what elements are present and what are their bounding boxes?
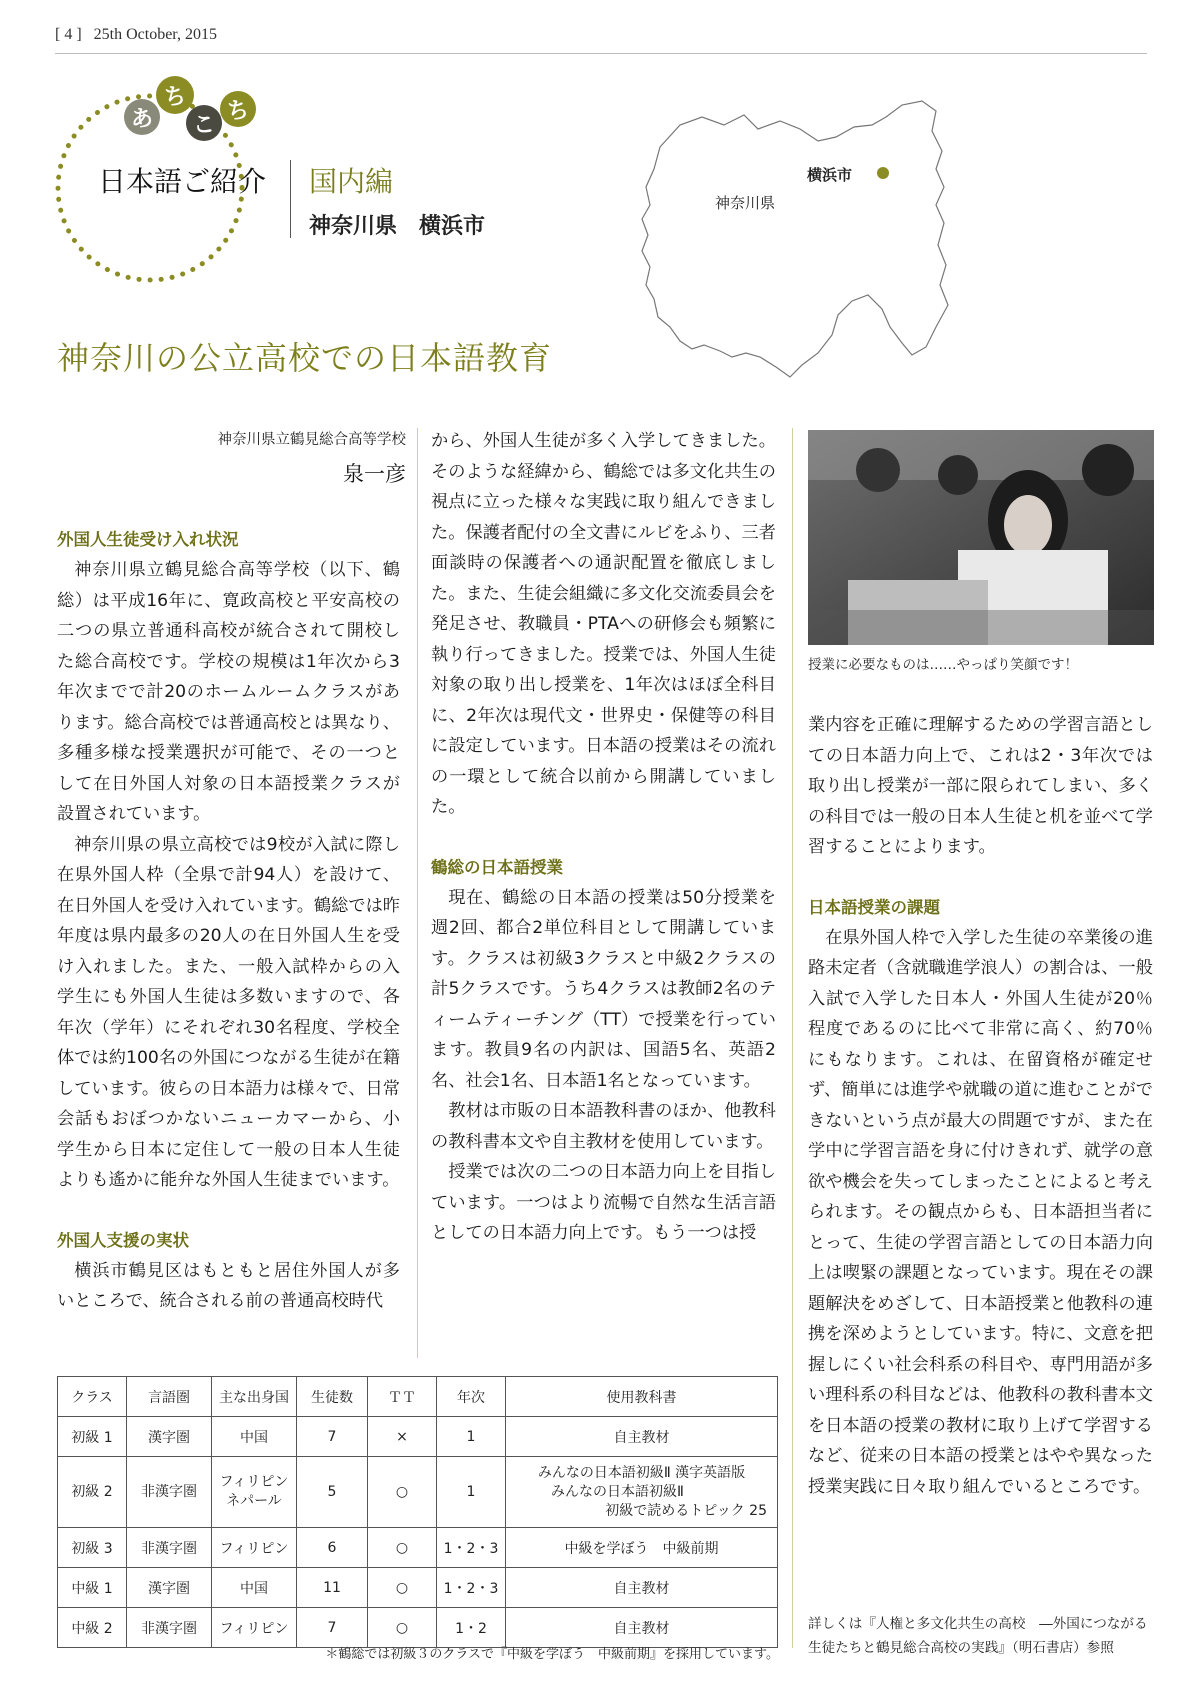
table-row bbox=[58, 1457, 778, 1528]
table-row bbox=[58, 1528, 778, 1568]
cell-tt: ○ bbox=[368, 1528, 437, 1568]
table-row bbox=[58, 1417, 778, 1457]
cell-books: 自主教材 bbox=[506, 1568, 778, 1608]
byline-school: 神奈川県立鶴見総合高等学校 bbox=[217, 432, 406, 448]
table-header-row bbox=[58, 1377, 778, 1417]
kanagawa-map bbox=[640, 95, 970, 399]
cell-lang: 非漢字圏 bbox=[127, 1457, 212, 1528]
paragraph: 現在、鶴総の日本語の授業は50分授業を週2回、都合2単位科目として開講しています。クラスは初級3クラスと中級2クラスの計5クラスです。うち4クラスは教師2名のティームティーチング（TT）で授業を行っています。教員9名の内訳は、国語5名、英語2名、社会1名、日本語1名となっています。 bbox=[431, 887, 776, 1091]
cell-books bbox=[506, 1457, 778, 1528]
table-row bbox=[58, 1568, 778, 1608]
cell-tt: ○ bbox=[368, 1568, 437, 1608]
paragraph: 教材は市販の日本語教科書のほか、他教科の教科書本文や自主教材を使用しています。 bbox=[431, 1101, 776, 1152]
table-header: 主な出身国 bbox=[212, 1377, 297, 1417]
paragraph: 神奈川県立鶴見総合高等学校（以下、鶴総）は平成16年に、寛政高校と平安高校の二つの県立普通科高校が統合されて開校した総合高校です。学校の規模は1年次から3年次までで計20のホームルームクラスがあります。総合高校では普通高校とは異なり、多種多様な授業選択が可能で、その一つとして在日外国人対象の日本語授業クラスが設置されています。 bbox=[57, 560, 400, 824]
cell-country: 中国 bbox=[212, 1568, 297, 1608]
cell-students: 6 bbox=[297, 1528, 368, 1568]
cell-year: 1 bbox=[437, 1417, 506, 1457]
cell-students: 11 bbox=[297, 1568, 368, 1608]
article-headline: 神奈川の公立高校での日本語教育 bbox=[57, 339, 553, 377]
section-heading: 日本語授業の課題 bbox=[808, 897, 940, 917]
cell-lang: 漢字圏 bbox=[127, 1417, 212, 1457]
book-title: みんなの日本語初級Ⅱ bbox=[551, 1483, 684, 1500]
paragraph: 在県外国人枠で入学した生徒の卒業後の進路未定者（含就職進学浪人）の割合は、一般入試で入学した日本人・外国人生徒が20％程度であるのに比べて非常に高く、約70％にもなります。これは、在留資格が確定せず、簡単には進学や就職の道に進むことができないという点が最大の問題ですが、また在学中に学習言語を身に付けきれず、就学の意欲や機会を失ってしまったことによると考えられます。その観点からも、日本語担当者にとって、生徒の学習言語としての日本語力向上は喫緊の課題となっています。現在その課題解決をめざして、日本語授業と他教科の連携を深めようとしています。特に、文意を把握しにくい社会科系の科目や、専門用語が多い理科系の科目などは、他教科の教科書本文を日本語の授業の教材に取り上げて学習するなど、従来の日本語の授業とはやや異なった授業実践に日々取り組んでいるところです。 bbox=[808, 927, 1153, 1497]
reference-note: 詳しくは『人権と多文化共生の高校 ―外国につながる生徒たちと鶴見総合高校の実践』（明石書店）参照 bbox=[808, 1616, 1148, 1656]
page-header bbox=[55, 26, 217, 44]
cell-lang: 非漢字圏 bbox=[127, 1528, 212, 1568]
paragraph: から、外国人生徒が多く入学してきました。そのような経緯から、鶴総では多文化共生の視点に立った様々な実践に取り組んできました。保護者配付の全文書にルビをふり、三者面談時の保護者への通訳配置を徹底しました。また、生徒会組織に多文化交流委員会を発足させ、教職員・PTAへの研修会も頻繁に執り行ってきました。授業では、外国人生徒対象の取り出し授業を、1年次はほぼ全科目に、2年次は現代文・世界史・保健等の科目に設定しています。日本語の授業はその流れの一環として統合以前から開講していました。 bbox=[431, 431, 776, 817]
section-heading: 外国人生徒受け入れ状況 bbox=[57, 530, 239, 549]
column-divider bbox=[417, 428, 418, 1358]
section-heading: 鶴総の日本語授業 bbox=[431, 857, 563, 877]
issue-date: 25th October, 2015 bbox=[93, 26, 217, 43]
section-label: 国内編 bbox=[309, 165, 394, 198]
cell-students: 7 bbox=[297, 1417, 368, 1457]
series-title: 日本語ご紹介 bbox=[98, 165, 267, 198]
cell-class: 中級 2 bbox=[58, 1608, 127, 1648]
cell-students: 5 bbox=[297, 1457, 368, 1528]
logo-bubble-chi1: ち bbox=[156, 76, 194, 114]
cell-tt: ○ bbox=[368, 1457, 437, 1528]
location-label: 神奈川県 横浜市 bbox=[309, 214, 486, 239]
class-table bbox=[57, 1376, 778, 1648]
byline-author: 泉一彦 bbox=[343, 462, 406, 486]
logo-bubble-a: あ bbox=[124, 99, 160, 135]
logo-bubble-ko: こ bbox=[186, 105, 222, 141]
table-header: 言語圏 bbox=[127, 1377, 212, 1417]
cell-books: 自主教材 bbox=[506, 1417, 778, 1457]
cell-year: 1・2・3 bbox=[437, 1568, 506, 1608]
page-number: [ 4 ] bbox=[55, 26, 82, 43]
article-column-3 bbox=[808, 710, 1153, 1502]
article-column-2 bbox=[431, 426, 776, 1249]
cell-lang: 非漢字圏 bbox=[127, 1608, 212, 1648]
section-heading: 外国人支援の実状 bbox=[57, 1230, 189, 1250]
table-header: クラス bbox=[58, 1377, 127, 1417]
cell-books: 中級を学ぼう 中級前期 bbox=[506, 1528, 778, 1568]
cell-books: 自主教材 bbox=[506, 1608, 778, 1648]
map-prefecture-label: 神奈川県 bbox=[715, 194, 776, 212]
table-header: ＴＴ bbox=[368, 1377, 437, 1417]
cell-year: 1・2 bbox=[437, 1608, 506, 1648]
cell-students: 7 bbox=[297, 1608, 368, 1648]
classroom-photo bbox=[808, 430, 1154, 645]
map-city-label: 横浜市 bbox=[807, 166, 853, 184]
cell-country: フィリピン bbox=[212, 1528, 297, 1568]
paragraph: 横浜市鶴見区はもともと居住外国人が多いところで、統合される前の普通高校時代 bbox=[57, 1260, 400, 1311]
table-header: 年次 bbox=[437, 1377, 506, 1417]
cell-tt: × bbox=[368, 1417, 437, 1457]
book-title: みんなの日本語初級Ⅱ 漢字英語版 bbox=[537, 1464, 746, 1481]
paragraph: 神奈川県の県立高校では9校が入試に際し在県外国人枠（全県で計94人）を設けて、在日外国人を受け入れています。鶴総では昨年度は県内最多の20人の在日外国人生を受け入れました。また、一般入試枠からの入学生にも外国人生徒は多数いますので、各年次（学年）にそれぞれ30名程度、学校全体では約100名の外国につながる生徒が在籍しています。彼らの日本語力は様々で、日常会話もおぼつかないニューカマーから、小学生から日本に定住して一般の日本人生徒よりも遙かに能弁な外国人生徒までいます。 bbox=[57, 834, 400, 1190]
cell-class: 初級 3 bbox=[58, 1528, 127, 1568]
cell-country: フィリピン bbox=[212, 1608, 297, 1648]
photo-caption: 授業に必要なものは……やっぱり笑顔です！ bbox=[808, 657, 1078, 673]
table-header: 生徒数 bbox=[297, 1377, 368, 1417]
paragraph: 授業では次の二つの日本語力向上を目指しています。一つはより流暢で自然な生活言語としての日本語力向上です。もう一つは授 bbox=[431, 1162, 776, 1243]
cell-year: 1・2・3 bbox=[437, 1528, 506, 1568]
header-divider bbox=[55, 53, 1147, 54]
column-divider bbox=[792, 428, 793, 1648]
article-column-1 bbox=[57, 525, 400, 1317]
cell-class: 初級 2 bbox=[58, 1457, 127, 1528]
cell-class: 中級 1 bbox=[58, 1568, 127, 1608]
cell-lang: 漢字圏 bbox=[127, 1568, 212, 1608]
cell-country: フィリピン ネパール bbox=[212, 1457, 297, 1528]
cell-country: 中国 bbox=[212, 1417, 297, 1457]
table-footnote: ＊鶴総では初級３のクラスで『中級を学ぼう 中級前期』を採用しています。 bbox=[325, 1647, 779, 1662]
book-title: 初級で読めるトピック 25 bbox=[605, 1502, 767, 1519]
yokohama-location-dot bbox=[877, 167, 889, 179]
logo-divider bbox=[290, 160, 291, 238]
table-header: 使用教科書 bbox=[506, 1377, 778, 1417]
table-row bbox=[58, 1608, 778, 1648]
paragraph: 業内容を正確に理解するための学習言語としての日本語力向上で、これは2・3年次では取り出し授業が一部に限られてしまい、多くの科目では一般の日本人生徒と机を並べて学習することによります。 bbox=[808, 715, 1153, 857]
cell-tt: ○ bbox=[368, 1608, 437, 1648]
logo-bubble-chi2: ち bbox=[220, 91, 256, 127]
cell-year: 1 bbox=[437, 1457, 506, 1528]
cell-class: 初級 1 bbox=[58, 1417, 127, 1457]
